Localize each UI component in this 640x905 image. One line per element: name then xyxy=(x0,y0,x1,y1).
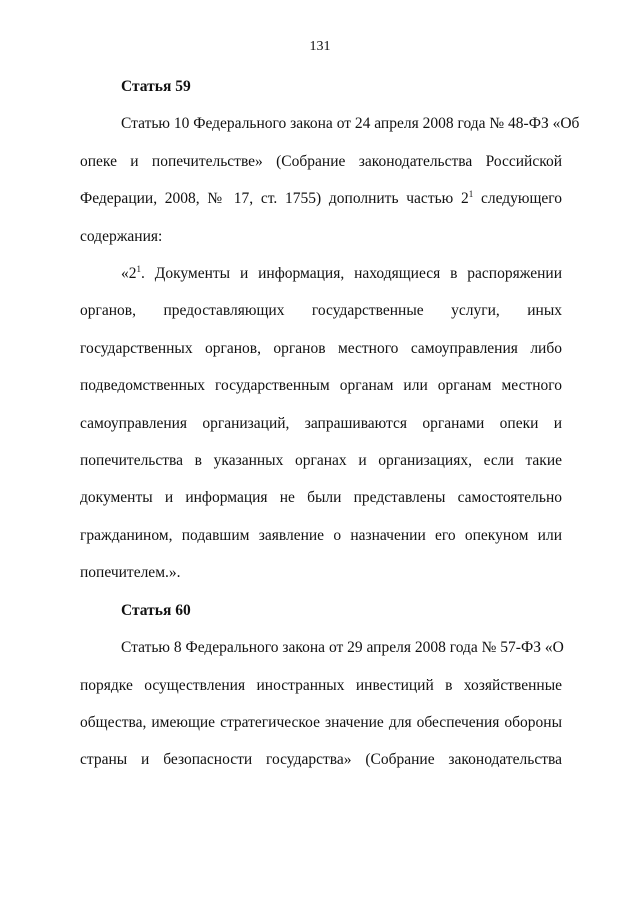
text-line: содержания: xyxy=(80,227,163,245)
article-59-heading: Статья 59 xyxy=(121,78,191,95)
text-line: общества, имеющие стратегическое значение для обеспечения обороны xyxy=(80,713,562,731)
text-line: попечительства в указанных органах и организациях, если такие xyxy=(80,452,562,470)
text-line: самоуправления организаций, запрашиваются органами опеки и xyxy=(80,414,562,432)
article-59-paragraph-2 xyxy=(80,255,562,592)
superscript: 1 xyxy=(136,263,141,274)
text-line: государственных органов, органов местного самоуправления либо xyxy=(80,339,562,357)
text-fragment: «2 xyxy=(121,265,137,283)
text-line xyxy=(80,255,562,292)
superscript: 1 xyxy=(468,189,474,200)
page-number: 131 xyxy=(309,39,331,54)
text-line: порядке осуществления иностранных инвестиций в хозяйственные xyxy=(80,676,562,694)
document-body xyxy=(80,68,580,779)
text-line: подведомственных государственным органам или органам местного xyxy=(80,377,562,395)
text-fragment: Федерации, 2008, № 17, ст. 1755) дополнить частью 2 xyxy=(80,190,469,208)
text-fragment: . Документы и информация, находящиеся в распоряжении xyxy=(141,265,562,283)
text-line: органов, предоставляющих государственные услуги, иных xyxy=(80,302,562,320)
text-line: документы и информация не были представлены самостоятельно xyxy=(80,489,562,507)
text-line: Статью 10 Федерального закона от 24 апреля 2008 года № 48-ФЗ «Об xyxy=(121,115,580,133)
text-line: попечителем.». xyxy=(80,564,181,582)
article-60-paragraph-1 xyxy=(80,629,562,779)
text-line: Статью 8 Федерального закона от 29 апреля 2008 года № 57-ФЗ «О xyxy=(121,639,564,657)
text-fragment: следующего xyxy=(473,190,562,208)
text-line: опеке и попечительстве» (Собрание законодательства Российской xyxy=(80,152,562,170)
article-59-paragraph-1 xyxy=(80,105,580,255)
text-line: гражданином, подавшим заявление о назначении его опекуном или xyxy=(80,526,562,544)
text-line xyxy=(80,180,562,217)
text-line: страны и безопасности государства» (Собрание законодательства xyxy=(80,751,562,769)
article-60-heading: Статья 60 xyxy=(121,601,191,619)
